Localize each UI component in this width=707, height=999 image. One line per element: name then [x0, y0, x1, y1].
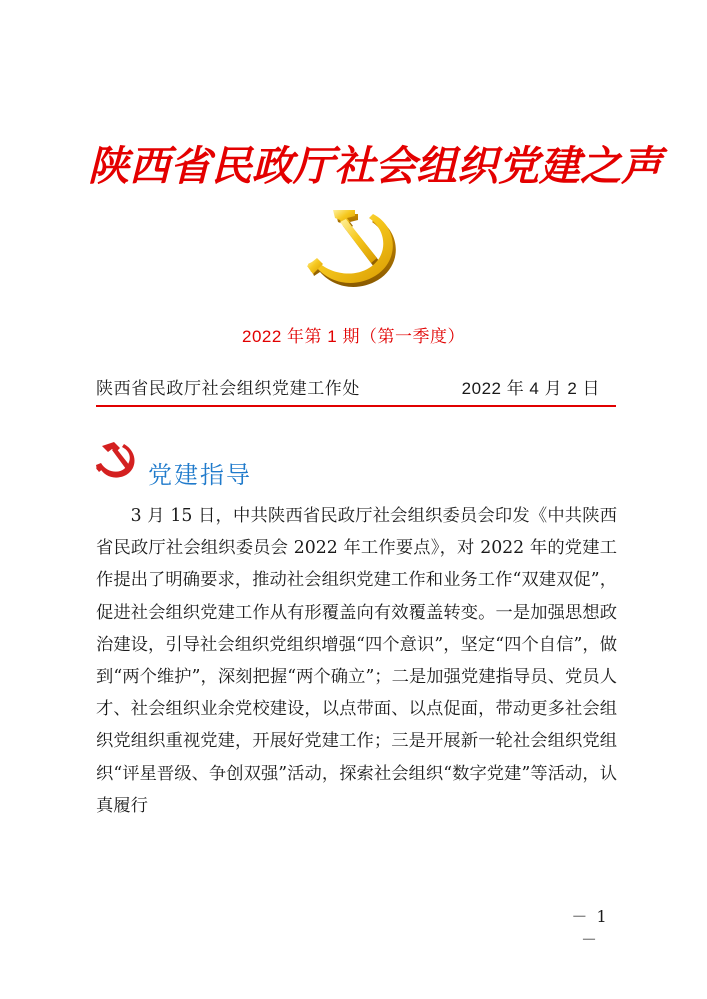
masthead-title-char: 建 — [539, 141, 580, 190]
section-heading: 党建指导 — [148, 461, 252, 489]
masthead-title-char: 声 — [621, 141, 662, 190]
masthead-title — [88, 132, 662, 192]
masthead-title-char: 陕 — [88, 141, 129, 190]
masthead-title-char: 厅 — [293, 141, 334, 190]
masthead-title-char: 民 — [211, 141, 252, 190]
masthead-title-char: 政 — [252, 141, 293, 190]
section-emblem — [96, 440, 138, 482]
party-emblem — [303, 206, 407, 290]
issue-number: 2022 年第 1 期（第一季度） — [242, 327, 465, 346]
page-number: － 1 － — [571, 907, 609, 949]
publish-date: 2022 年 4 月 2 日 — [461, 379, 600, 398]
red-divider — [96, 405, 616, 407]
masthead-title-char: 织 — [457, 141, 498, 190]
hammer-and-sickle-icon — [303, 206, 407, 290]
masthead-title-char: 社 — [334, 141, 375, 190]
publication-info — [96, 374, 616, 398]
hammer-and-sickle-icon — [96, 440, 138, 482]
masthead-title-char: 组 — [416, 141, 457, 190]
publisher-org: 陕西省民政厅社会组织党建工作处 — [96, 379, 360, 399]
masthead-title-char: 会 — [375, 141, 416, 190]
masthead-title-char: 之 — [580, 141, 621, 190]
masthead-title-char: 西 — [129, 141, 170, 190]
masthead-title-char: 党 — [498, 141, 539, 190]
body-paragraph: 3 月 15 日，中共陕西省民政厅社会组织委员会印发《中共陕西省民政厅社会组织委员会 2022 年工作要点》，对 2022 年的党建工作提出了明确要求，推动社会组织党建工作和业务工作“双建双促”，促进社会组织党建工作从有形覆盖向有效覆盖转变。一是加强思想政治建设，引导社会组织党组织增强“四个意识”，坚定“四个自信”，做到“两个维护”，深刻把握“两个确立”；二是加强党建指导员、党员人才、社会组织业余党校建设，以点带面、以点促面，带动更多社会组织党组织重视党建，开展好党建工作；三是开展新一轮社会组织党组织“评星晋级、争创双强”活动，探索社会组织“数字党建”等活动，认真履行 — [96, 506, 617, 816]
masthead-title-char: 省 — [170, 141, 211, 190]
